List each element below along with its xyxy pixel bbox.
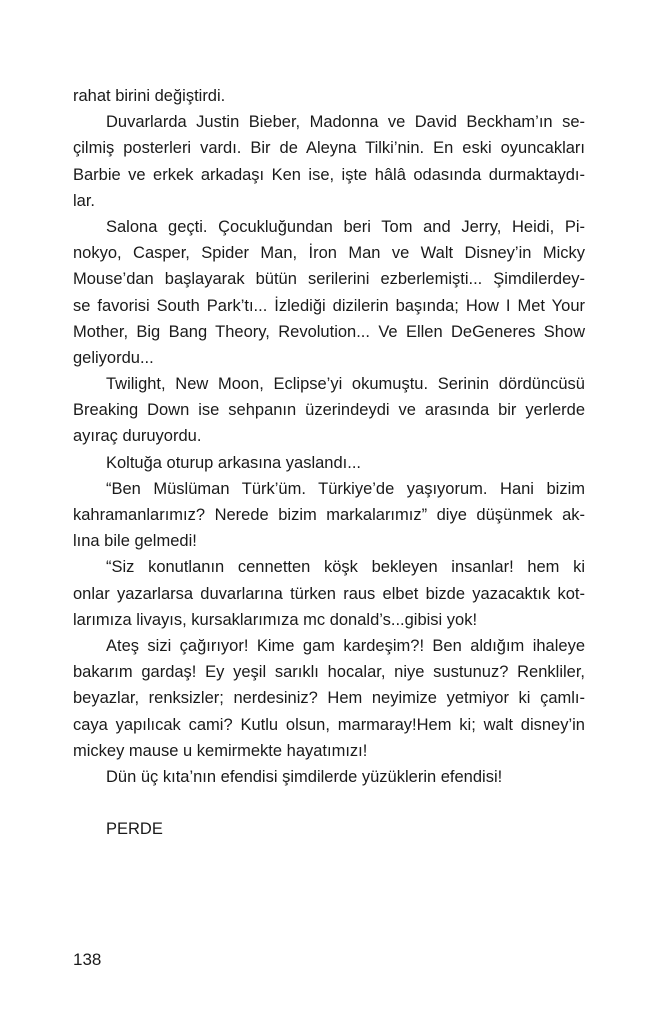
closing-word: PERDE <box>106 820 163 839</box>
text-line: larımıza livayıs, kursaklarımıza mc donald’s...gibisi yok! <box>73 610 478 629</box>
text-line: çilmiş posterleri vardı. Bir de Aleyna Tilki’nin. En eski oyuncakları <box>73 139 585 158</box>
page-body <box>73 83 585 842</box>
blank-line <box>73 790 585 816</box>
text-line: Mother, Big Bang Theory, Revolution... Ve Ellen DeGeneres Show <box>73 322 585 341</box>
text-line: Dün üç kıta’nın efendisi şimdilerde yüzüklerin efendisi! <box>106 767 503 786</box>
text-line: kahramanlarımız? Nerede bizim markalarımız” diye düşünmek ak- <box>73 506 585 524</box>
text-line: Koltuğa oturup arkasına yaslandı... <box>106 453 361 472</box>
text-line: Mouse’dan başlayarak bütün serilerini ezberlemişti... Şimdilerdey- <box>73 270 585 289</box>
text-line: “Siz konutlanın cennetten köşk bekleyen insanlar! hem ki <box>106 558 585 577</box>
text-line: Ateş sizi çağırıyor! Kime gam kardeşim?! Ben aldığım ihaleye <box>106 636 585 655</box>
text-line: geliyordu... <box>73 348 154 367</box>
text-line: Barbie ve erkek arkadaşı Ken ise, işte hâlâ odasında durmaktaydı- <box>73 165 585 184</box>
text-line: lına bile gelmedi! <box>73 532 197 551</box>
text-line: ayıraç duruyordu. <box>73 427 202 446</box>
text-line: onlar yazarlarsa duvarlarına türken raus elbet bizde yazacaktık kot- <box>73 584 585 603</box>
page-number: 138 <box>73 950 102 969</box>
text-line: mickey mause u kemirmekte hayatımızı! <box>73 741 368 760</box>
text-line: lar. <box>73 191 96 210</box>
text-line: Twilight, New Moon, Eclipse’yi okumuştu. Serinin dördüncüsü <box>106 375 585 394</box>
text-line: Duvarlarda Justin Bieber, Madonna ve David Beckham’ın se- <box>106 113 585 132</box>
text-line: Breaking Down ise sehpanın üzerindeydi ve arasında bir yerlerde <box>73 401 585 420</box>
text-line: beyazlar, renksizler; nerdesiniz? Hem neyimize yetmiyor ki çamlı- <box>73 689 585 708</box>
text-line: se favorisi South Park’tı... İzlediği dizilerin başında; How I Met Your <box>73 296 585 315</box>
text-line: caya yapılıcak cami? Kutlu olsun, marmaray!Hem ki; walt disney’in <box>73 715 585 734</box>
text-line: “Ben Müslüman Türk’üm. Türkiye’de yaşıyorum. Hani bizim <box>106 479 585 498</box>
text-line: bakarım gardaş! Ey yeşil sarıklı hocalar, niye sustunuz? Renkliler, <box>73 663 585 682</box>
text-line: Salona geçti. Çocukluğundan beri Tom and Jerry, Heidi, Pi- <box>106 217 585 236</box>
text-line: rahat birini değiştirdi. <box>73 87 226 105</box>
text-line: nokyo, Casper, Spider Man, İron Man ve Walt Disney’in Micky <box>73 244 585 263</box>
